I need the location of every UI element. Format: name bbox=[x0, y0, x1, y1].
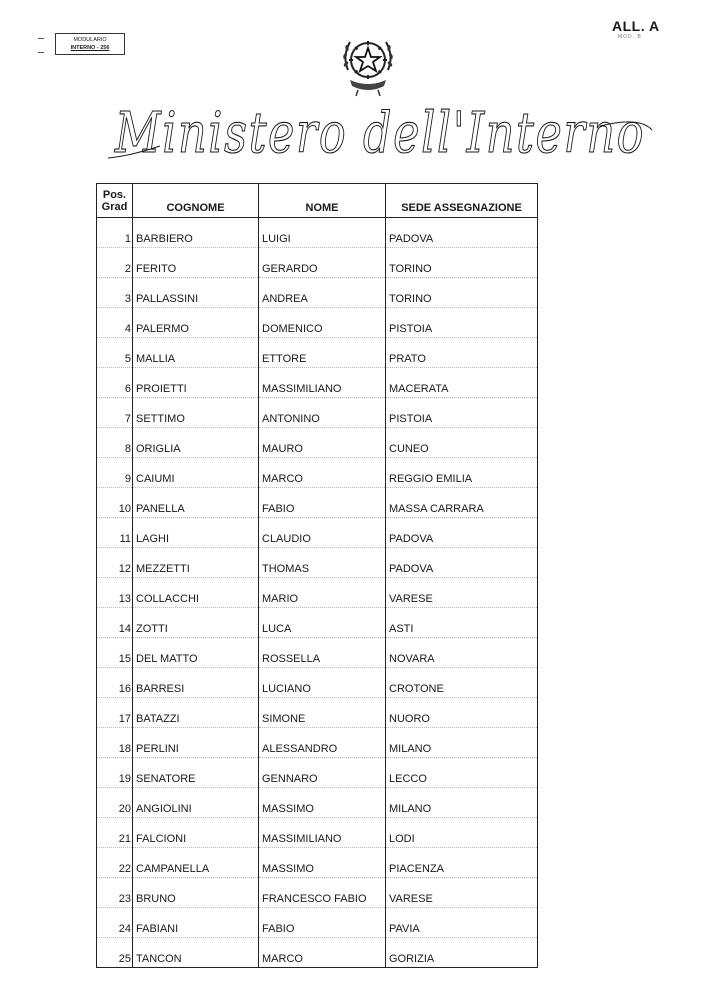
column-header-cognome: COGNOME bbox=[133, 184, 259, 218]
table-row bbox=[97, 788, 538, 818]
form-stamp bbox=[55, 33, 125, 55]
table-row bbox=[97, 818, 538, 848]
position-cell: 14 bbox=[97, 608, 133, 638]
position-cell: 1 bbox=[97, 218, 133, 248]
column-header-nome: NOME bbox=[259, 184, 386, 218]
position-cell: 22 bbox=[97, 848, 133, 878]
position-cell: 17 bbox=[97, 698, 133, 728]
nome-cell: LUCIANO bbox=[259, 668, 386, 698]
position-cell: 13 bbox=[97, 578, 133, 608]
table-row bbox=[97, 278, 538, 308]
position-cell: 2 bbox=[97, 248, 133, 278]
sede-cell: GORIZIA bbox=[386, 938, 538, 968]
cognome-cell: ORIGLIA bbox=[133, 428, 259, 458]
sede-cell: MASSA CARRARA bbox=[386, 488, 538, 518]
sede-cell: PADOVA bbox=[386, 548, 538, 578]
table-row bbox=[97, 308, 538, 338]
cognome-cell: SETTIMO bbox=[133, 398, 259, 428]
cognome-cell: PALLASSINI bbox=[133, 278, 259, 308]
position-cell: 25 bbox=[97, 938, 133, 968]
sede-cell: PADOVA bbox=[386, 218, 538, 248]
position-cell: 15 bbox=[97, 638, 133, 668]
cognome-cell: PERLINI bbox=[133, 728, 259, 758]
table-row bbox=[97, 368, 538, 398]
cognome-cell: CAMPANELLA bbox=[133, 848, 259, 878]
sede-cell: LECCO bbox=[386, 758, 538, 788]
column-header-sede: SEDE ASSEGNAZIONE bbox=[386, 184, 538, 218]
nome-cell: ANTONINO bbox=[259, 398, 386, 428]
position-cell: 19 bbox=[97, 758, 133, 788]
position-cell: 24 bbox=[97, 908, 133, 938]
cognome-cell: FABIANI bbox=[133, 908, 259, 938]
cognome-cell: CAIUMI bbox=[133, 458, 259, 488]
position-cell: 7 bbox=[97, 398, 133, 428]
nome-cell: ROSSELLA bbox=[259, 638, 386, 668]
position-cell: 9 bbox=[97, 458, 133, 488]
cognome-cell: BRUNO bbox=[133, 878, 259, 908]
cognome-cell: TANCON bbox=[133, 938, 259, 968]
margin-tick bbox=[38, 38, 44, 39]
table-row bbox=[97, 218, 538, 248]
margin-tick bbox=[38, 52, 44, 53]
attachment-label: ALL. A bbox=[612, 18, 660, 34]
cognome-cell: ZOTTI bbox=[133, 608, 259, 638]
nome-cell: SIMONE bbox=[259, 698, 386, 728]
sede-cell: ASTI bbox=[386, 608, 538, 638]
sede-cell: LODI bbox=[386, 818, 538, 848]
nome-cell: LUCA bbox=[259, 608, 386, 638]
table-row bbox=[97, 248, 538, 278]
position-cell: 16 bbox=[97, 668, 133, 698]
nome-cell: MASSIMO bbox=[259, 848, 386, 878]
cognome-cell: ANGIOLINI bbox=[133, 788, 259, 818]
ministry-heading bbox=[100, 86, 660, 176]
sede-cell: MACERATA bbox=[386, 368, 538, 398]
sede-cell: MILANO bbox=[386, 728, 538, 758]
table-row bbox=[97, 338, 538, 368]
form-stamp-line2: INTERNO - 256 bbox=[70, 45, 110, 51]
table-row bbox=[97, 668, 538, 698]
position-cell: 18 bbox=[97, 728, 133, 758]
table-row bbox=[97, 758, 538, 788]
cognome-cell: PALERMO bbox=[133, 308, 259, 338]
cognome-cell: LAGHI bbox=[133, 518, 259, 548]
sede-cell: PADOVA bbox=[386, 518, 538, 548]
sede-cell: REGGIO EMILIA bbox=[386, 458, 538, 488]
nome-cell: ALESSANDRO bbox=[259, 728, 386, 758]
table-row bbox=[97, 458, 538, 488]
sede-cell: PISTOIA bbox=[386, 398, 538, 428]
sede-cell: CUNEO bbox=[386, 428, 538, 458]
table-row bbox=[97, 848, 538, 878]
column-header-position bbox=[97, 184, 133, 218]
nome-cell: CLAUDIO bbox=[259, 518, 386, 548]
sede-cell: NOVARA bbox=[386, 638, 538, 668]
table-row bbox=[97, 488, 538, 518]
table-body bbox=[97, 218, 538, 968]
position-cell: 3 bbox=[97, 278, 133, 308]
sede-cell: TORINO bbox=[386, 278, 538, 308]
nome-cell: THOMAS bbox=[259, 548, 386, 578]
sede-cell: TORINO bbox=[386, 248, 538, 278]
nome-cell: MARCO bbox=[259, 938, 386, 968]
nome-cell: ETTORE bbox=[259, 338, 386, 368]
cognome-cell: BATAZZI bbox=[133, 698, 259, 728]
nome-cell: FABIO bbox=[259, 908, 386, 938]
table-header-row bbox=[97, 184, 538, 218]
position-cell: 6 bbox=[97, 368, 133, 398]
sede-cell: VARESE bbox=[386, 578, 538, 608]
sede-cell: PRATO bbox=[386, 338, 538, 368]
table-row bbox=[97, 578, 538, 608]
cognome-cell: FERITO bbox=[133, 248, 259, 278]
attachment-sublabel: MOD. B bbox=[618, 34, 642, 40]
cognome-cell: PROIETTI bbox=[133, 368, 259, 398]
position-cell: 8 bbox=[97, 428, 133, 458]
table-row bbox=[97, 608, 538, 638]
sede-cell: PISTOIA bbox=[386, 308, 538, 338]
sede-cell: PIACENZA bbox=[386, 848, 538, 878]
nome-cell: FRANCESCO FABIO bbox=[259, 878, 386, 908]
nome-cell: MASSIMILIANO bbox=[259, 368, 386, 398]
ranking-table bbox=[96, 183, 538, 968]
table-row bbox=[97, 638, 538, 668]
table-row bbox=[97, 938, 538, 968]
sede-cell: NUORO bbox=[386, 698, 538, 728]
position-cell: 21 bbox=[97, 818, 133, 848]
position-cell: 4 bbox=[97, 308, 133, 338]
table-row bbox=[97, 878, 538, 908]
sede-cell: VARESE bbox=[386, 878, 538, 908]
cognome-cell: SENATORE bbox=[133, 758, 259, 788]
nome-cell: GERARDO bbox=[259, 248, 386, 278]
cognome-cell: BARBIERO bbox=[133, 218, 259, 248]
position-cell: 23 bbox=[97, 878, 133, 908]
sede-cell: CROTONE bbox=[386, 668, 538, 698]
table-row bbox=[97, 728, 538, 758]
cognome-cell: DEL MATTO bbox=[133, 638, 259, 668]
nome-cell: FABIO bbox=[259, 488, 386, 518]
nome-cell: ANDREA bbox=[259, 278, 386, 308]
nome-cell: MAURO bbox=[259, 428, 386, 458]
nome-cell: MARCO bbox=[259, 458, 386, 488]
cognome-cell: MEZZETTI bbox=[133, 548, 259, 578]
table-row bbox=[97, 398, 538, 428]
nome-cell: DOMENICO bbox=[259, 308, 386, 338]
nome-cell: LUIGI bbox=[259, 218, 386, 248]
sede-cell: PAVIA bbox=[386, 908, 538, 938]
column-header-position-line2: Grad bbox=[101, 200, 128, 213]
margin-print-code bbox=[24, 710, 32, 850]
position-cell: 11 bbox=[97, 518, 133, 548]
table-row bbox=[97, 698, 538, 728]
nome-cell: MARIO bbox=[259, 578, 386, 608]
cognome-cell: COLLACCHI bbox=[133, 578, 259, 608]
nome-cell: MASSIMO bbox=[259, 788, 386, 818]
position-cell: 12 bbox=[97, 548, 133, 578]
table-row bbox=[97, 908, 538, 938]
cognome-cell: PANELLA bbox=[133, 488, 259, 518]
nome-cell: MASSIMILIANO bbox=[259, 818, 386, 848]
position-cell: 5 bbox=[97, 338, 133, 368]
cognome-cell: BARRESI bbox=[133, 668, 259, 698]
table-row bbox=[97, 548, 538, 578]
sede-cell: MILANO bbox=[386, 788, 538, 818]
table-row bbox=[97, 428, 538, 458]
form-stamp-line1: MODULARIO bbox=[73, 37, 107, 43]
table-row bbox=[97, 518, 538, 548]
cognome-cell: MALLIA bbox=[133, 338, 259, 368]
position-cell: 10 bbox=[97, 488, 133, 518]
ministry-heading-text: Ministero dell'Interno bbox=[114, 101, 646, 166]
position-cell: 20 bbox=[97, 788, 133, 818]
cognome-cell: FALCIONI bbox=[133, 818, 259, 848]
nome-cell: GENNARO bbox=[259, 758, 386, 788]
column-header-position-line1: Pos. bbox=[102, 188, 127, 201]
